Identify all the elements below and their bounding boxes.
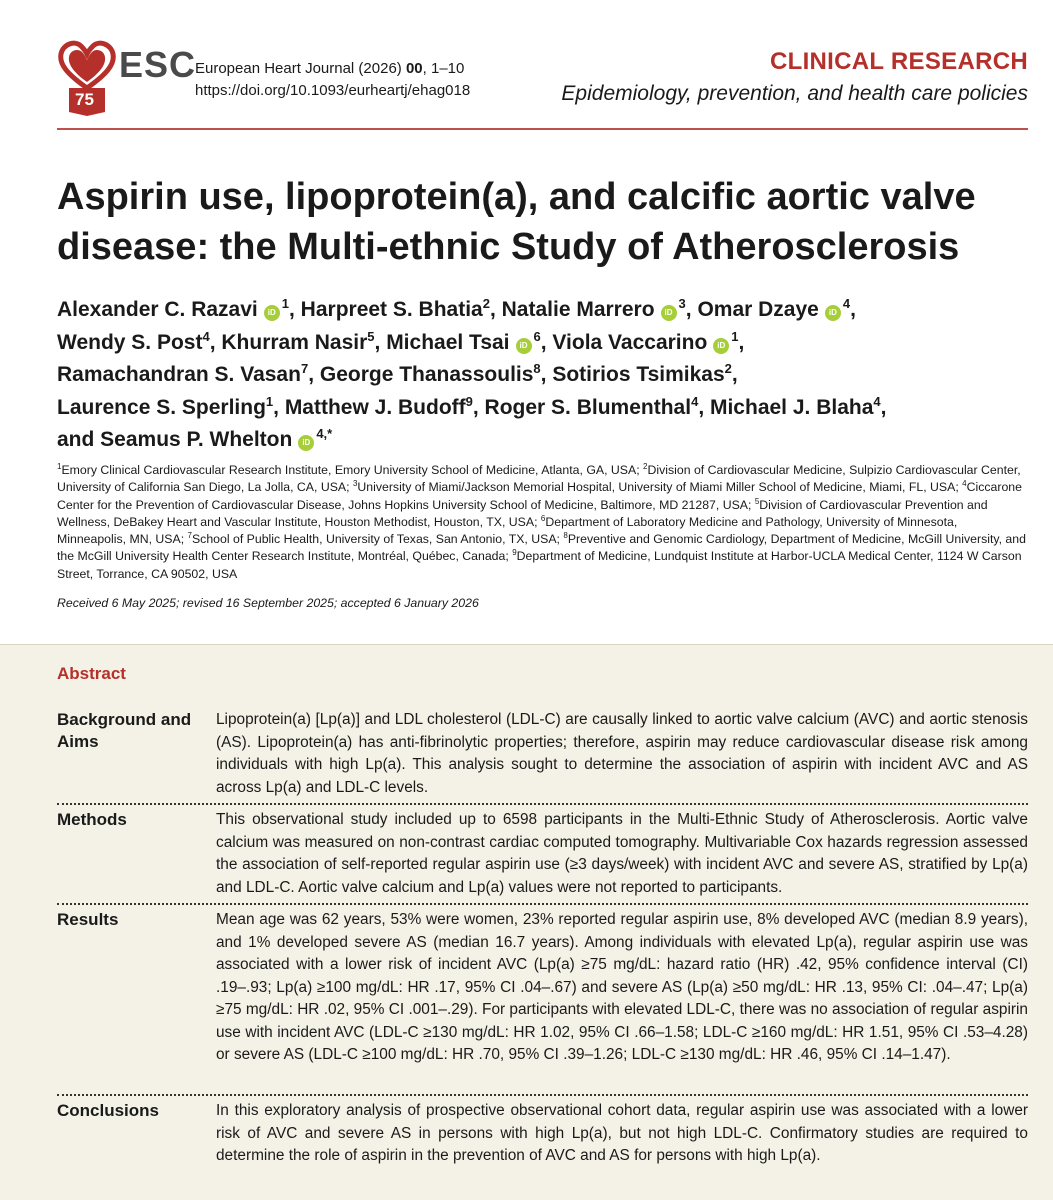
conclusions-text: In this exploratory analysis of prospective observational cohort data, regular aspirin use was associated with a lower risk of AVC and severe AS in persons with high Lp(a), but not high LDL-C. Confirmatory studies are required to determine the role of aspirin in the prevention of AVC and AS for persons with high Lp(a). — [216, 1102, 1028, 1164]
author-affiliation-marker: 4 — [842, 296, 851, 311]
orcid-icon[interactable]: iD — [661, 305, 677, 321]
affiliation-number: 8 — [563, 531, 568, 541]
affiliation-text: Department of Laboratory Medicine and Pathology, University of Minnesota, Minneapolis, MN, USA; — [57, 514, 958, 547]
orcid-icon[interactable]: iD — [516, 338, 532, 354]
affiliation-number: 6 — [540, 513, 546, 523]
affiliation-number: 5 — [754, 496, 760, 506]
article-type: CLINICAL RESEARCH — [769, 48, 1028, 75]
logo-text: ESC — [119, 44, 197, 85]
author-affiliation-marker: 8 — [533, 361, 541, 376]
author-separator: , — [540, 363, 553, 386]
author-separator: , — [489, 298, 502, 321]
author-name[interactable]: Khurram Nasir — [221, 330, 368, 354]
results-label: Results — [57, 910, 119, 929]
author-name[interactable]: Ramachandran S. Vasan — [57, 363, 301, 386]
author-affiliation-marker: 4,* — [316, 426, 333, 441]
author-separator: , — [289, 298, 301, 321]
background-label: Background and Aims — [57, 710, 192, 751]
author-name[interactable]: Michael J. Blaha — [709, 395, 874, 419]
affiliation-number: 3 — [352, 479, 358, 489]
author-separator: , — [209, 330, 222, 354]
methods-label: Methods — [57, 810, 127, 829]
abstract-heading: Abstract — [57, 664, 126, 683]
author-name[interactable]: Alexander C. Razavi — [57, 298, 258, 321]
author-separator: , — [308, 363, 320, 386]
author-name[interactable]: Michael Tsai — [386, 330, 510, 354]
results-text: Mean age was 62 years, 53% were women, 23% reported regular aspirin use, 8% developed AVC (median 8.9 years), and 1% developed severe AS (median 16.7 years). Among individuals with elevated Lp(a), regular aspirin use was associated with a lower risk of incident AVC (Lp(a) ≥75 mg/dL: hazard ratio (HR) .42, 95% confidence interval (CI) .19–.93; Lp(a) ≥100 mg/dL: HR .17, 95% CI .04–.67) and severe AS (Lp(a) ≥50 mg/dL: HR .13, 95% CI: .04–.47; Lp(a) ≥75 mg/dL: HR .02, 95% CI .001–.29). For participants with elevated LDL-C, there was no association of regular aspirin use with incident AVC (LDL-C ≥130 mg/dL: HR 1.02, 95% CI .66–1.58; LDL-C ≥160 mg/dL: HR 1.51, 95% CI .53–4.28) or severe AS (LDL-C ≥100 mg/dL: HR .70, 95% CI .39–1.26; LDL-C ≥130 mg/dL: HR .46, 95% CI .14–1.47). — [216, 911, 1028, 1063]
affiliation-text: Division of Cardiovascular Medicine, Sulpizio Cardiovascular Center, University of California San Diego, La Jolla, CA, USA; — [57, 463, 1021, 495]
author-affiliation-marker: 3 — [678, 296, 686, 311]
journal-citation: European Heart Journal (2026) 00, 1–10 https://doi.org/10.1093/eurheartj/ehag018 — [195, 58, 470, 102]
affiliation-text: Division of Cardiovascular Prevention and Wellness, DeBakey Heart and Vascular Institute, Houston Methodist, Houston, TX, USA; — [57, 497, 988, 529]
received-dates: Received 6 May 2025; revised 16 September 2025; accepted 6 January 2026 — [57, 596, 479, 610]
author-affiliation-marker: 9 — [465, 393, 473, 409]
affiliation-number: 1 — [57, 462, 62, 471]
dotted-divider — [57, 803, 1028, 805]
author-name[interactable]: Sotirios Tsimikas — [552, 363, 725, 386]
affiliation-number: 9 — [512, 548, 517, 558]
author-name[interactable]: and Seamus P. Whelton — [57, 428, 293, 451]
affiliations — [57, 462, 1027, 583]
dotted-divider — [57, 1094, 1028, 1096]
author-name[interactable]: Laurence S. Sperling — [57, 395, 266, 419]
author-separator: , — [273, 395, 285, 419]
author-list — [57, 294, 1027, 457]
author-name[interactable]: Wendy S. Post — [57, 330, 203, 354]
affiliation-text: Preventive and Genomic Cardiology, Department of Medicine, McGill University, and the McGill University Health Center Research Institute, Montréal, Québec, Canada; — [57, 532, 1026, 564]
author-separator: , — [540, 330, 553, 354]
author-affiliation-marker: 1 — [731, 328, 739, 344]
author-name[interactable]: Matthew J. Budoff — [284, 395, 466, 419]
author-affiliation-marker: 6 — [533, 328, 541, 344]
orcid-icon[interactable]: iD — [264, 305, 280, 321]
author-affiliation-marker: 1 — [281, 296, 289, 311]
affiliation-number: 7 — [187, 531, 192, 541]
journal-header — [57, 38, 1028, 116]
affiliation-text: Department of Medicine, Lundquist Institute at Harbor-UCLA Medical Center, 1124 W Carson Street, Torrance, CA 90502, USA — [57, 549, 1022, 581]
author-name[interactable]: Harpreet S. Bhatia — [300, 298, 483, 321]
affiliation-number: 2 — [643, 462, 648, 471]
methods-text: This observational study included up to 6598 participants in the Multi-Ethnic Study of Atherosclerosis. Aortic valve calcium was measured on non-contrast cardiac computed tomography. Multivariable Cox hazards regression assessed the association of self-reported regular aspirin use (≥3 days/week) with incident AVC and severe AS, stratified by Lp(a) and LDL-C. Aortic valve calcium and Lp(a) values were not reported to participants. — [216, 811, 1028, 896]
author-separator: , — [738, 330, 745, 354]
dotted-divider — [57, 903, 1028, 905]
conclusions-label: Conclusions — [57, 1101, 160, 1120]
author-separator: , — [731, 363, 738, 386]
author-separator: , — [374, 330, 387, 354]
doi-link[interactable]: https://doi.org/10.1093/eurheartj/ehag018 — [195, 82, 471, 99]
article-title: Aspirin use, lipoprotein(a), and calcific aortic valve disease: the Multi-ethnic Study of Atherosclerosis — [57, 176, 976, 268]
author-separator: , — [685, 298, 698, 321]
author-affiliation-marker: 2 — [724, 361, 732, 376]
author-name[interactable]: Omar Dzaye — [697, 298, 819, 321]
author-affiliation-marker: 5 — [367, 328, 375, 344]
author-name[interactable]: George Thanassoulis — [319, 363, 534, 386]
author-affiliation-marker: 2 — [482, 296, 490, 311]
orcid-icon[interactable]: iD — [713, 338, 729, 354]
background-text: Lipoprotein(a) [Lp(a)] and LDL cholesterol (LDL-C) are causally linked to aortic valve calcium (AVC) and aortic stenosis (AS). Lipoprotein(a) has anti-fibrinolytic properties; therefore, aspirin may reduce cardiovascular disease risk among individuals with high Lp(a). This analysis sought to determine the association of aspirin with incident AVC and AS across Lp(a) and LDL-C levels. — [216, 711, 1028, 796]
author-name[interactable]: Natalie Marrero — [501, 298, 655, 321]
article-section: Epidemiology, prevention, and health care policies — [561, 82, 1028, 105]
author-affiliation-marker: 1 — [265, 393, 274, 409]
esc-logo — [57, 38, 197, 116]
affiliation-text: Ciccarone Center for the Prevention of Cardiovascular Disease, Johns Hopkins University School of Medicine, Baltimore, MD 21287, USA; — [57, 480, 1022, 512]
orcid-icon[interactable]: iD — [298, 435, 314, 451]
author-separator: , — [698, 395, 710, 419]
author-separator: , — [472, 395, 485, 419]
author-affiliation-marker: 4 — [202, 328, 210, 344]
orcid-icon[interactable]: iD — [825, 305, 841, 321]
affiliation-text: Emory Clinical Cardiovascular Research Institute, Emory University School of Medicine, Atlanta, GA, USA; — [61, 463, 644, 477]
author-name[interactable]: Roger S. Blumenthal — [484, 395, 692, 419]
author-affiliation-marker: 4 — [873, 393, 881, 409]
logo-badge: 75 — [75, 90, 94, 109]
author-separator: , — [880, 395, 887, 419]
affiliation-text: University of Miami/Jackson Memorial Hospital, University of Miami Miller School of Medicine, Miami, FL, USA; — [357, 480, 963, 495]
author-name[interactable]: Viola Vaccarino — [552, 330, 708, 354]
affiliation-number: 4 — [962, 479, 967, 489]
author-affiliation-marker: 7 — [300, 361, 309, 376]
affiliation-text: School of Public Health, University of Texas, San Antonio, TX, USA; — [191, 532, 564, 547]
author-separator: , — [850, 298, 856, 321]
author-affiliation-marker: 4 — [691, 393, 699, 409]
header-divider — [57, 128, 1028, 130]
